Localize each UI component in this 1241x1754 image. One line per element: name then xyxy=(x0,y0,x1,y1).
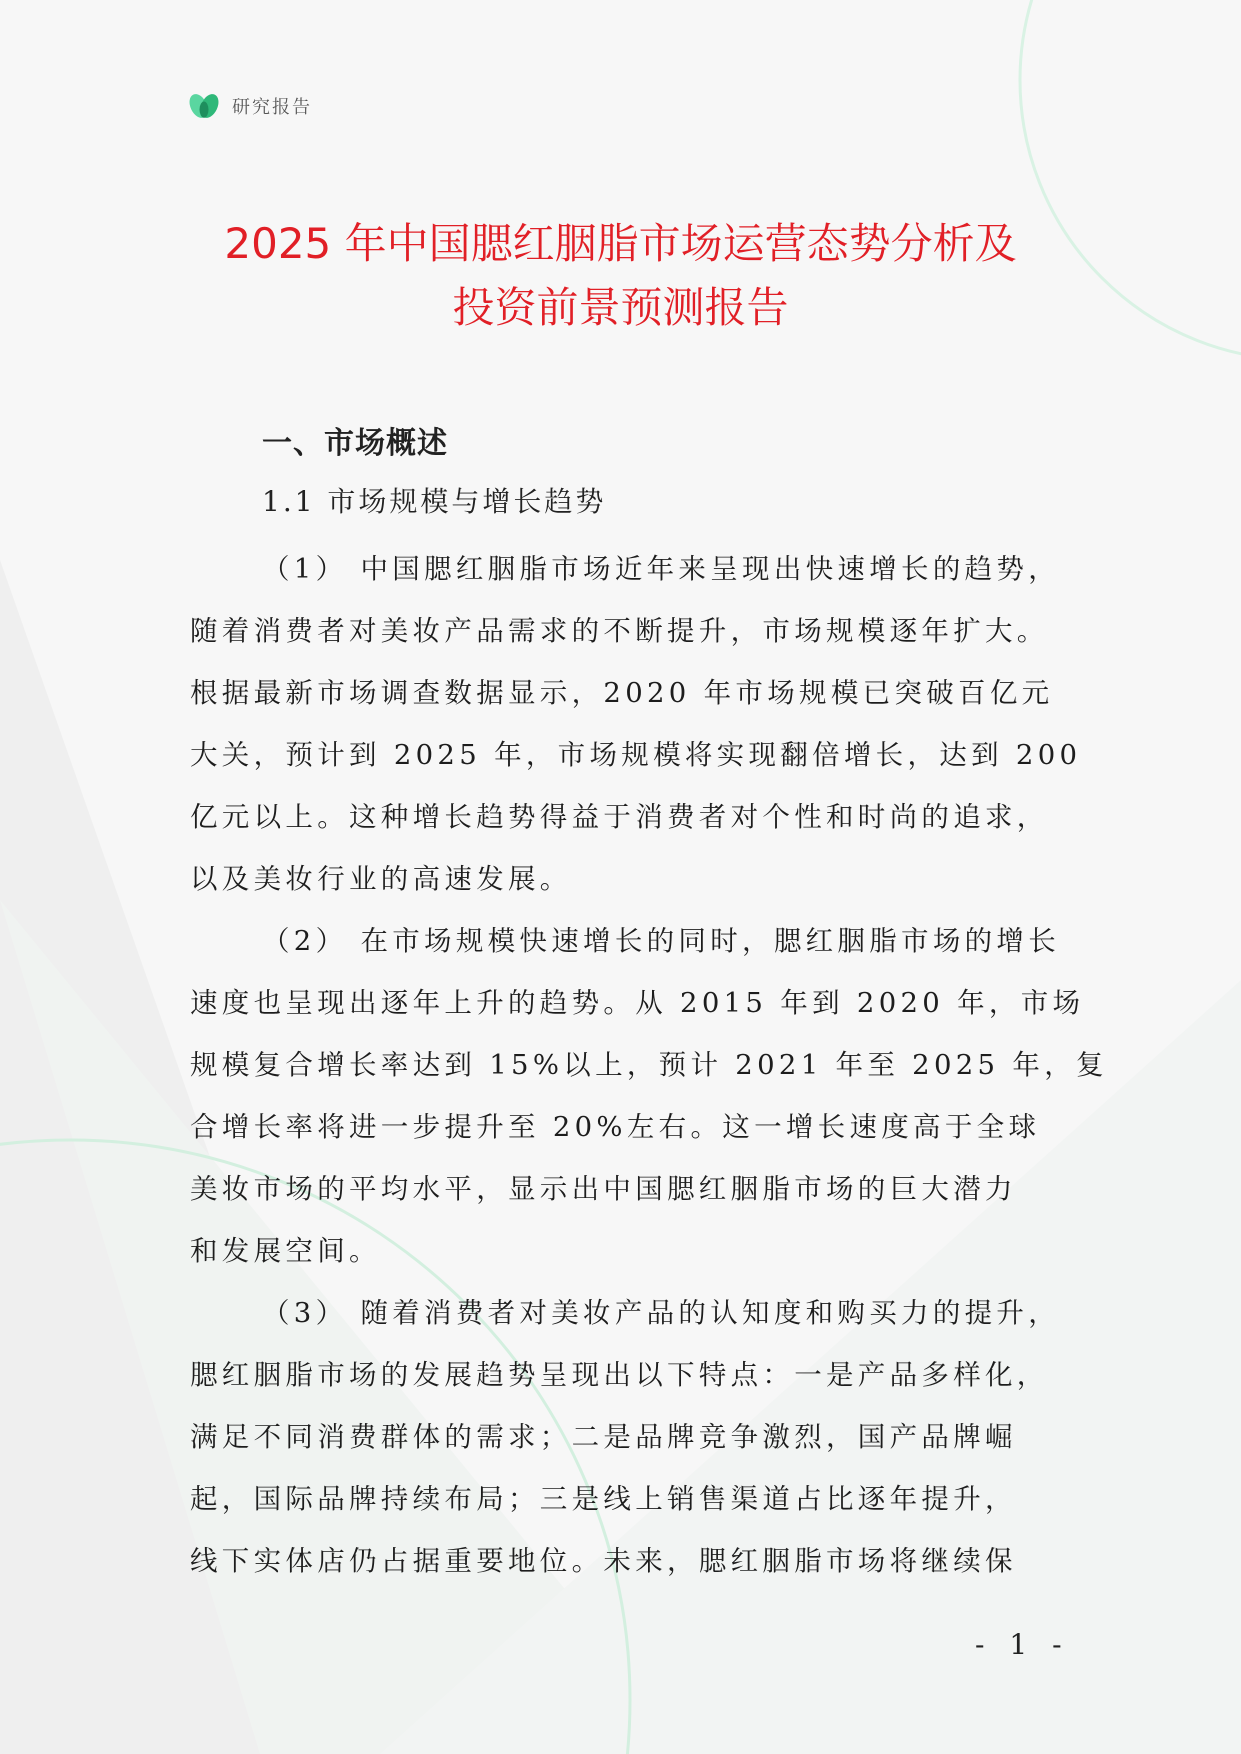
body-line: （3） 随着消费者对美妆产品的认知度和购买力的提升， xyxy=(262,1297,1061,1329)
leaf-logo-icon xyxy=(186,88,222,124)
document-title xyxy=(120,212,1121,340)
body-line: 以及美妆行业的高速发展。 xyxy=(190,863,572,895)
body-line: 随着消费者对美妆产品需求的不断提升，市场规模逐年扩大。 xyxy=(190,615,1049,647)
body-line: 和发展空间。 xyxy=(190,1235,381,1267)
section-heading: 一、市场概述 xyxy=(262,426,448,461)
body-line: 满足不同消费群体的需求；二是品牌竞争激烈，国产品牌崛 xyxy=(190,1421,1017,1453)
body-line: 线下实体店仍占据重要地位。未来，腮红胭脂市场将继续保 xyxy=(190,1545,1017,1577)
header-label: 研究报告 xyxy=(232,97,312,118)
report-header xyxy=(186,88,312,124)
body-text xyxy=(190,538,1108,1592)
body-line: 速度也呈现出逐年上升的趋势。从 2015 年到 2020 年，市场 xyxy=(190,987,1085,1019)
body-line: 合增长率将进一步提升至 20%左右。这一增长速度高于全球 xyxy=(190,1111,1041,1143)
body-line: 起，国际品牌持续布局；三是线上销售渠道占比逐年提升， xyxy=(190,1483,1017,1515)
page-number: - 1 - xyxy=(975,1628,1070,1661)
body-line: 大关，预计到 2025 年，市场规模将实现翻倍增长，达到 200 xyxy=(190,739,1082,771)
section-subheading: 1.1 市场规模与增长趋势 xyxy=(262,485,607,518)
body-line: （2） 在市场规模快速增长的同时，腮红胭脂市场的增长 xyxy=(262,925,1061,957)
title-line-1: 2025 年中国腮红胭脂市场运营态势分析及 xyxy=(224,219,1017,268)
body-line: 美妆市场的平均水平，显示出中国腮红胭脂市场的巨大潜力 xyxy=(190,1173,1017,1205)
body-line: 规模复合增长率达到 15%以上，预计 2021 年至 2025 年，复 xyxy=(190,1049,1108,1081)
body-line: 根据最新市场调查数据显示，2020 年市场规模已突破百亿元 xyxy=(190,677,1054,709)
body-line: 腮红胭脂市场的发展趋势呈现出以下特点：一是产品多样化， xyxy=(190,1359,1049,1391)
body-line: （1） 中国腮红胭脂市场近年来呈现出快速增长的趋势， xyxy=(262,553,1061,585)
title-line-2: 投资前景预测报告 xyxy=(452,283,789,332)
body-line: 亿元以上。这种增长趋势得益于消费者对个性和时尚的追求， xyxy=(190,801,1049,833)
